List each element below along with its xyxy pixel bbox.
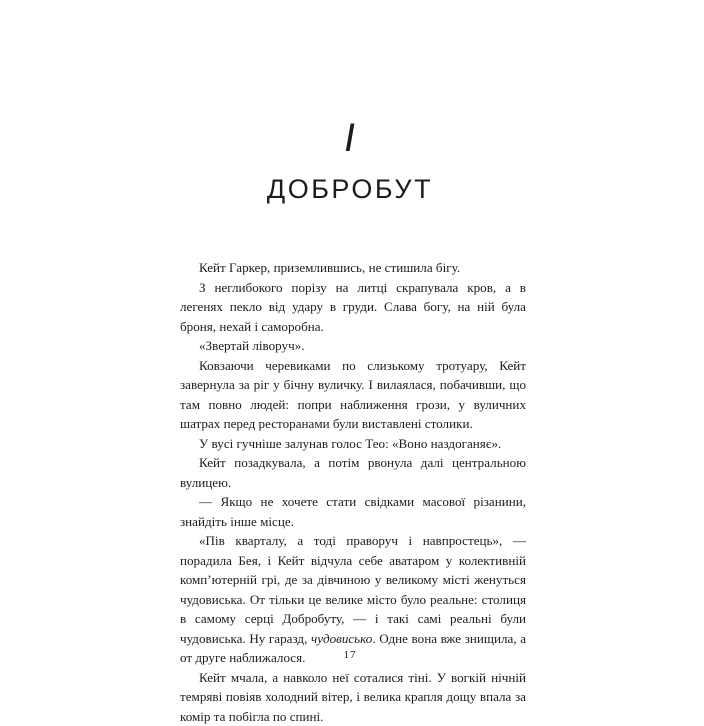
paragraph-8-start: «Пів кварталу, а тоді праворуч і навпростець», — порадила Бея, і Кейт відчула себе аватаром у колективній комп’ютерній грі, де за дівчиною у великому місті женуться чудовиська. От тільки це велике місто було реальне: столиця в самому серці Добробуту, — і такі самі реальні були чудовиська. Ну гаразд, bbox=[180, 533, 526, 646]
paragraph-5: У вусі гучніше залунав голос Тео: «Воно наздоганяє». bbox=[180, 434, 526, 454]
paragraph-3: «Звертай ліворуч». bbox=[180, 336, 526, 356]
chapter-title: ДОБРОБУТ bbox=[0, 176, 700, 203]
paragraph-7: — Якщо не хочете стати свідками масової різанини, знайдіть інше місце. bbox=[180, 492, 526, 531]
chapter-number: I bbox=[0, 118, 704, 158]
paragraph-4: Ковзаючи черевиками по слизькому тротуару, Кейт завернула за ріг у бічну вуличку. І вилаялася, побачивши, що там повно людей: попри наближення грози, у вуличних шатрах перед ресторанами були виставлені столики. bbox=[180, 356, 526, 434]
paragraph-8 bbox=[180, 531, 526, 668]
paragraph-9: Кейт мчала, а навколо неї соталися тіні. У вогкій нічній темряві повіяв холодний вітер, і велика крапля дощу впала за комір та побігла по спині. bbox=[180, 668, 526, 726]
paragraph-8-end: . Одне вона вже знищила, а от друге наближалося. bbox=[180, 631, 526, 666]
page-number: 17 bbox=[0, 649, 700, 661]
paragraph-6: Кейт позадкувала, а потім рвонула далі центральною вулицею. bbox=[180, 453, 526, 492]
paragraph-1: Кейт Гаркер, приземлившись, не стишила бігу. bbox=[180, 258, 526, 278]
paragraph-8-italic: чудовисько bbox=[311, 631, 372, 646]
paragraph-2: З неглибокого порізу на литці скрапувала кров, а в легенях пекло від удару в груди. Слава богу, на ній була броня, нехай і саморобна. bbox=[180, 278, 526, 337]
